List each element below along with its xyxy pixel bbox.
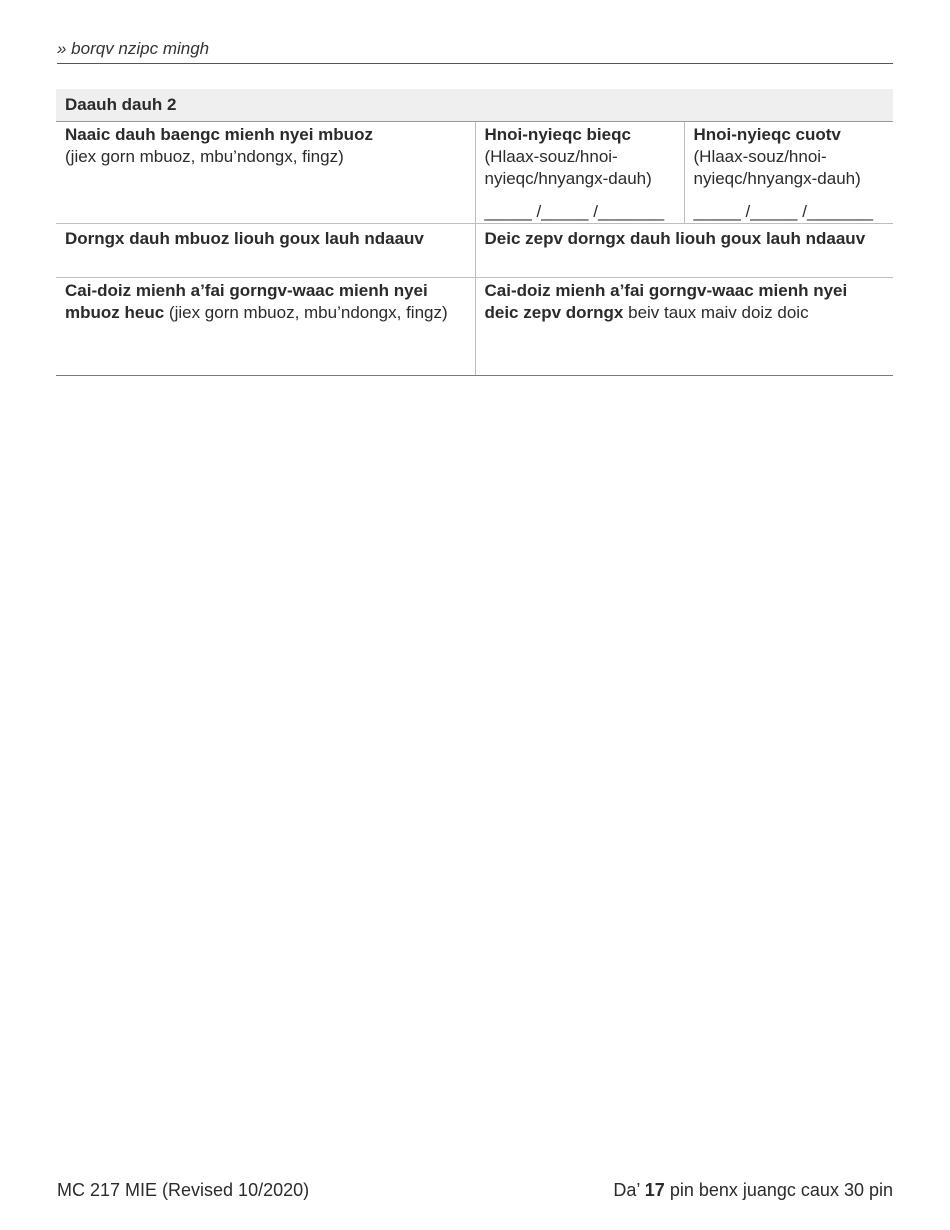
page-number: 17 [644,1180,665,1200]
page-suffix: pin benx juangc caux 30 pin [669,1180,893,1200]
table-row [56,223,893,277]
page-indicator [613,1179,893,1201]
field-contact-address-label: Cai-doiz mienh a’fai gorngv-waac mienh nyei deic zepv dorngx [484,280,848,322]
section-header-row [56,89,893,121]
form-id: MC 217 MIE (Revised 10/2020) [57,1180,310,1200]
date-out-blank[interactable]: _____ /_____ /_______ [693,201,874,221]
field-contact-name-hint: (jiex gorn mbuoz, mbu’ndongx, fingz) [168,302,448,322]
field-address-label: Deic zepv dorngx dauh liouh goux lauh ndaauv [484,228,866,248]
field-address-cell[interactable] [475,223,893,277]
field-date-out-hint: (Hlaax-souz/hnoi-nyieqc/hnyangx-dauh) [693,146,861,188]
field-date-out-cell[interactable] [684,121,893,223]
field-place-label: Dorngx dauh mbuoz liouh goux lauh ndaauv [65,228,424,248]
field-date-out-label: Hnoi-nyieqc cuotv [693,124,841,144]
page-prefix: Da’ [613,1180,640,1200]
field-contact-address-cell[interactable] [475,277,893,375]
page-header [57,38,893,64]
section-breadcrumb: » borqv nzipc mingh [57,39,210,58]
table-row [56,277,893,375]
field-name-label: Naaic dauh baengc mienh nyei mbuoz [65,124,373,144]
section-title: Daauh dauh 2 [56,89,893,121]
table-row [56,121,893,223]
field-contact-address-hint: beiv taux maiv doiz doic [628,302,809,322]
form-table [56,89,893,376]
field-name-cell[interactable] [56,121,475,223]
date-in-blank[interactable]: _____ /_____ /_______ [484,201,665,221]
field-contact-name-cell[interactable] [56,277,475,375]
field-place-cell[interactable] [56,223,475,277]
field-name-hint: (jiex gorn mbuoz, mbu’ndongx, fingz) [65,146,344,166]
field-date-in-hint: (Hlaax-souz/hnoi-nyieqc/hnyangx-dauh) [484,146,652,188]
field-date-in-cell[interactable] [475,121,684,223]
field-contact-name-label: Cai-doiz mienh a’fai gorngv-waac mienh nyei mbuoz heuc [65,280,428,322]
field-date-in-label: Hnoi-nyieqc bieqc [484,124,631,144]
